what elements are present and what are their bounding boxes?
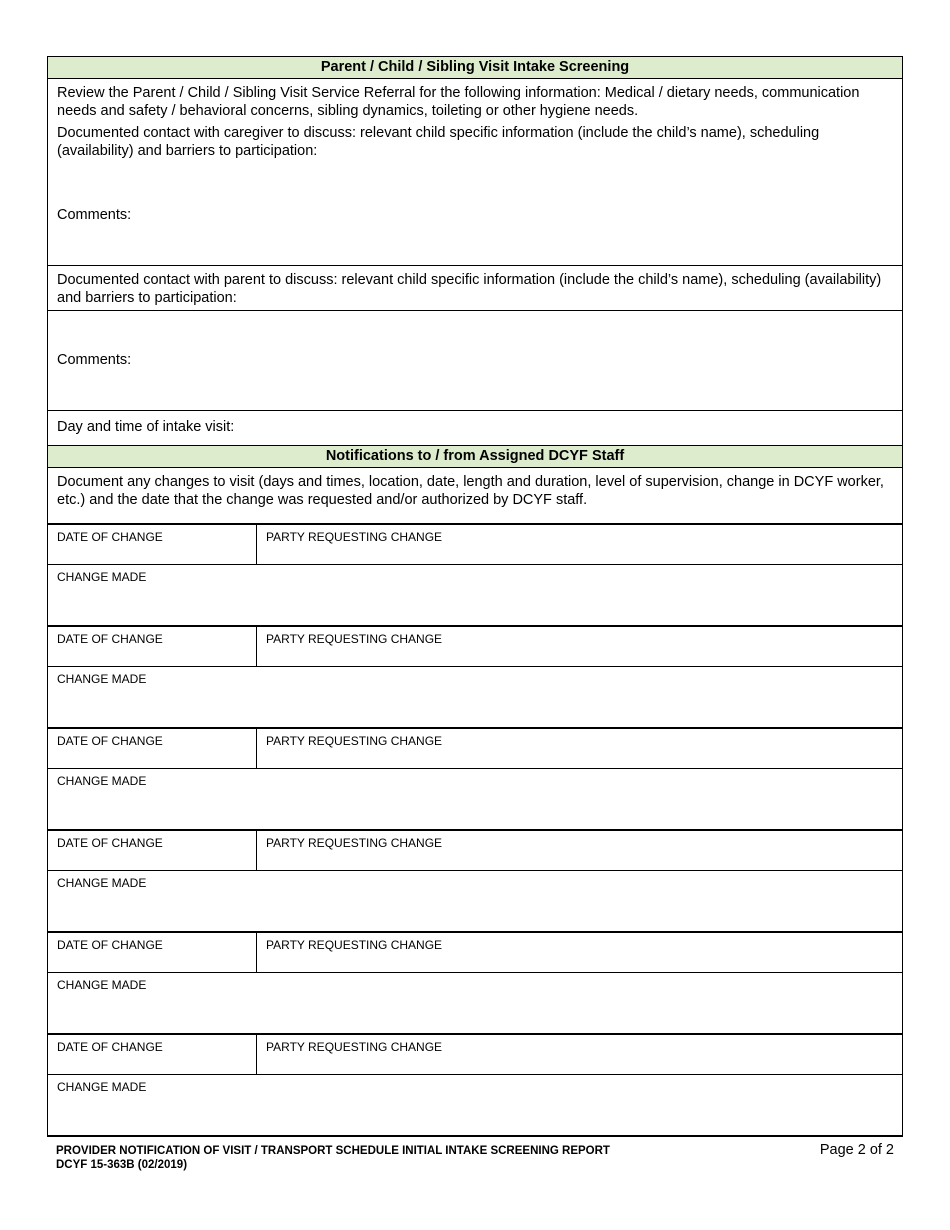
- party-requesting-change-field[interactable]: PARTY REQUESTING CHANGE: [266, 1040, 443, 1054]
- footer-title: PROVIDER NOTIFICATION OF VISIT / TRANSPORT SCHEDULE INITIAL INTAKE SCREENING REPORT: [56, 1145, 610, 1157]
- change-entry-1: [47, 523, 903, 625]
- caregiver-comments-label: Comments:: [57, 207, 132, 223]
- footer-form-info: [56, 1144, 610, 1172]
- party-requesting-change-field[interactable]: PARTY REQUESTING CHANGE: [266, 530, 443, 544]
- page-number: Page 2 of 2: [819, 1142, 894, 1158]
- section-header-intake-screening: Parent / Child / Sibling Visit Intake Screening: [47, 56, 903, 79]
- date-of-change-field[interactable]: DATE OF CHANGE: [48, 933, 257, 972]
- change-made-field[interactable]: CHANGE MADE: [57, 570, 147, 584]
- party-requesting-change-field[interactable]: PARTY REQUESTING CHANGE: [266, 836, 443, 850]
- change-made-field[interactable]: CHANGE MADE: [57, 978, 147, 992]
- change-made-field[interactable]: CHANGE MADE: [57, 672, 147, 686]
- change-made-field[interactable]: CHANGE MADE: [57, 774, 147, 788]
- party-requesting-change-field[interactable]: PARTY REQUESTING CHANGE: [266, 632, 443, 646]
- parent-contact-label-cell: [47, 265, 903, 311]
- caregiver-contact-label: Documented contact with caregiver to discuss: relevant child specific information (include the child’s name), scheduling (availability) and barriers to participation:: [57, 125, 820, 159]
- section-header-notifications: Notifications to / from Assigned DCYF Staff: [47, 445, 903, 468]
- change-entry-2: [47, 625, 903, 727]
- caregiver-contact-section[interactable]: [47, 79, 903, 265]
- intake-visit-label: Day and time of intake visit:: [57, 419, 235, 435]
- change-entry-4: [47, 829, 903, 931]
- date-of-change-field[interactable]: DATE OF CHANGE: [48, 729, 257, 768]
- parent-comments-label: Comments:: [57, 352, 132, 368]
- notifications-instructions: Document any changes to visit (days and times, location, date, length and duration, level of supervision, change in DCYF worker, etc.) and the date that the change was requested and/or authorized by DCYF staff.: [47, 468, 903, 523]
- date-of-change-field[interactable]: DATE OF CHANGE: [48, 627, 257, 666]
- intake-form: [47, 56, 903, 1137]
- change-entry-3: [47, 727, 903, 829]
- footer-form-id: DCYF 15-363B (02/2019): [56, 1159, 188, 1171]
- parent-comments-field[interactable]: [47, 311, 903, 411]
- change-made-field[interactable]: CHANGE MADE: [57, 1080, 147, 1094]
- date-of-change-field[interactable]: DATE OF CHANGE: [48, 831, 257, 870]
- parent-contact-label: Documented contact with parent to discuss: relevant child specific information (include the child’s name), scheduling (availability) and barriers to participation:: [57, 272, 882, 306]
- change-made-field[interactable]: CHANGE MADE: [57, 876, 147, 890]
- intake-visit-field[interactable]: [47, 411, 903, 445]
- change-entry-5: [47, 931, 903, 1033]
- change-entry-6: [47, 1033, 903, 1137]
- review-instructions: Review the Parent / Child / Sibling Visit Service Referral for the following information: Medical / dietary needs, communication needs and safety / behavioral concerns, sibling dynamics, toileting or other hygiene needs.: [57, 85, 860, 119]
- date-of-change-field[interactable]: DATE OF CHANGE: [48, 525, 257, 564]
- party-requesting-change-field[interactable]: PARTY REQUESTING CHANGE: [266, 734, 443, 748]
- party-requesting-change-field[interactable]: PARTY REQUESTING CHANGE: [266, 938, 443, 952]
- date-of-change-field[interactable]: DATE OF CHANGE: [48, 1035, 257, 1074]
